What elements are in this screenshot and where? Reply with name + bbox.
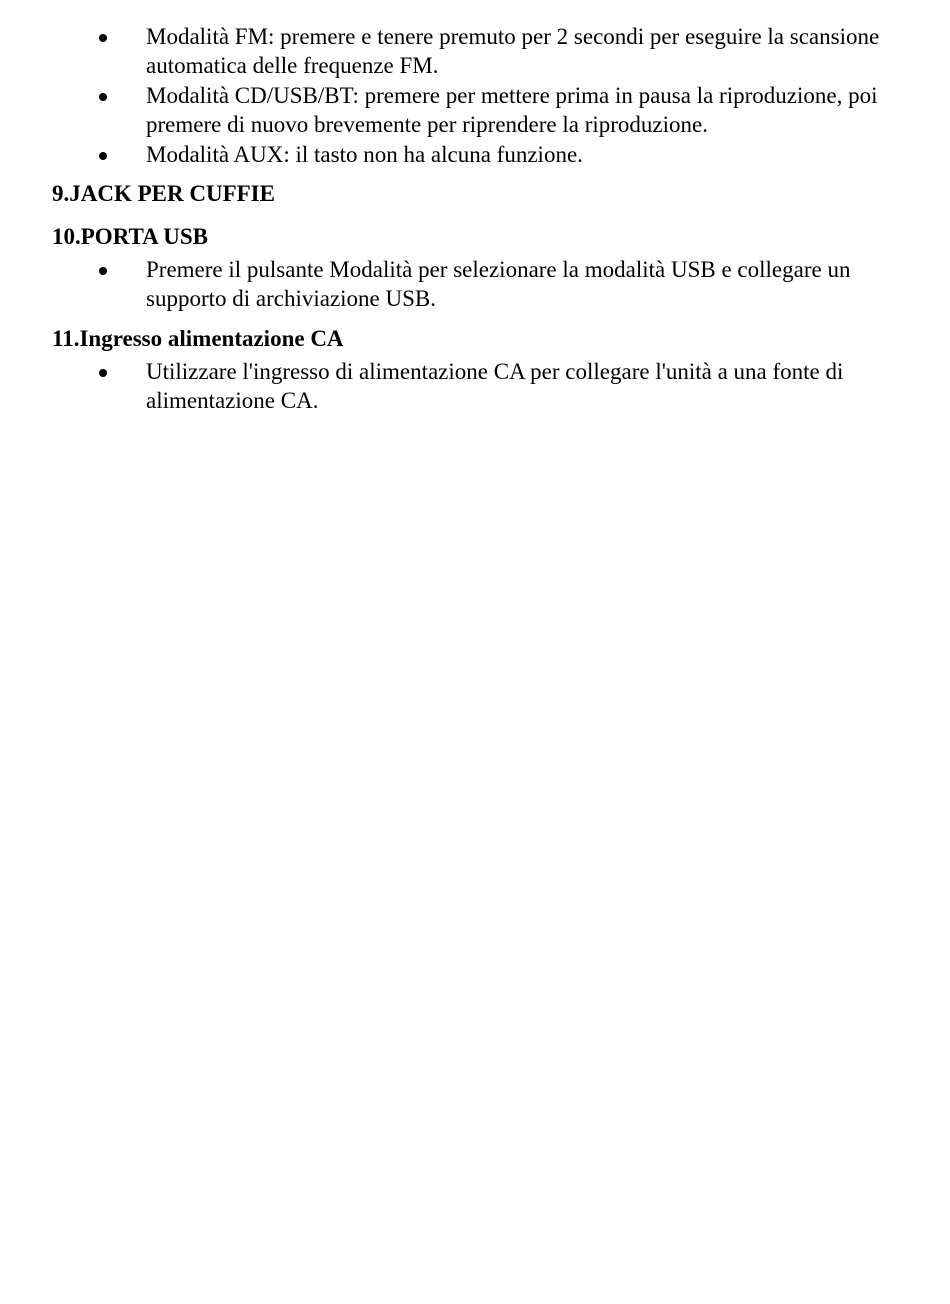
list-item-text: Premere il pulsante Modalità per selezionare la modalità USB e collegare un supporto di archiviazione USB. bbox=[146, 257, 851, 311]
section-heading-headphone-jack: 9.JACK PER CUFFIE bbox=[52, 181, 275, 206]
list-item-text: Modalità AUX: il tasto non ha alcuna funzione. bbox=[146, 142, 583, 167]
bullet-icon bbox=[99, 34, 107, 42]
list-item-text: Utilizzare l'ingresso di alimentazione CA per collegare l'unità a una fonte di alimentazione CA. bbox=[146, 359, 844, 413]
section-heading-usb-port: 10.PORTA USB bbox=[52, 224, 208, 249]
intro-bullet-list bbox=[0, 22, 950, 169]
section-heading-ac-power-input: 11.Ingresso alimentazione CA bbox=[52, 326, 344, 351]
bullet-icon bbox=[99, 93, 107, 101]
bullet-icon bbox=[99, 152, 107, 160]
list-item bbox=[0, 255, 950, 313]
list-item bbox=[0, 357, 950, 415]
list-item bbox=[0, 22, 950, 80]
list-item bbox=[0, 81, 950, 139]
bullet-icon bbox=[99, 369, 107, 377]
ac-power-bullet-list bbox=[0, 357, 950, 415]
bullet-icon bbox=[99, 267, 107, 275]
list-item-text: Modalità FM: premere e tenere premuto per 2 secondi per eseguire la scansione automatica delle frequenze FM. bbox=[146, 24, 880, 78]
list-item-text: Modalità CD/USB/BT: premere per mettere prima in pausa la riproduzione, poi premere di nuovo brevemente per riprendere la riproduzione. bbox=[146, 83, 878, 137]
usb-bullet-list bbox=[0, 255, 950, 313]
list-item bbox=[0, 140, 950, 169]
